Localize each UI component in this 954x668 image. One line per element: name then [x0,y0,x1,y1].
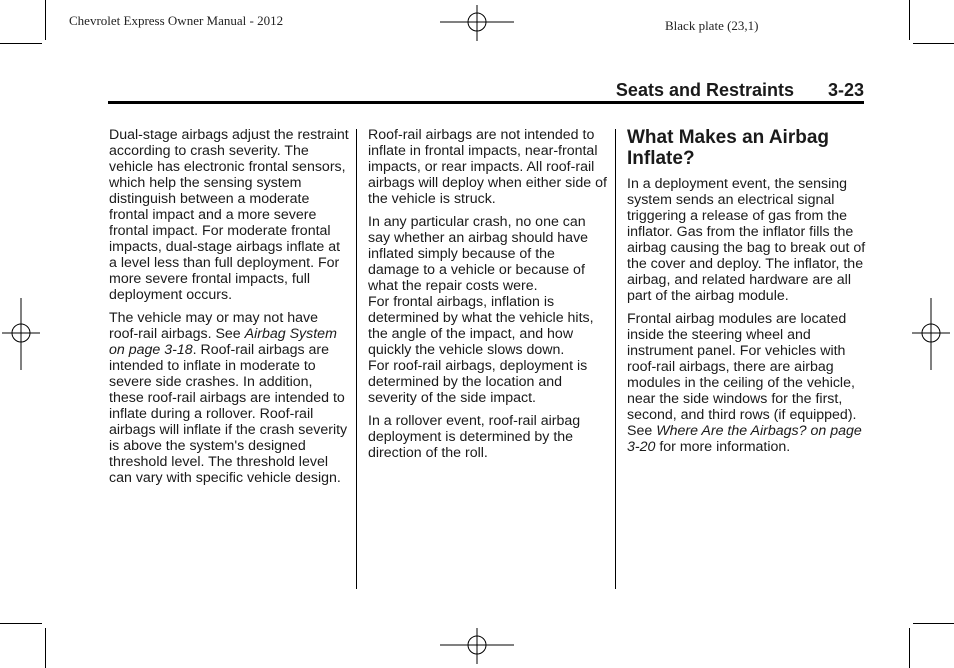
plate-number: Black plate (23,1) [665,18,759,33]
page-number: 3-23 [827,80,864,100]
paragraph: In a rollover event, roof-rail airbag deployment is determined by the direction of the roll. [368,413,581,461]
paragraph: Frontal airbag modules are located inside the steering wheel and instrument panel. For vehicles with roof-rail airbags, there are airbag modules in the ceiling of the vehicle, near the side windows for the first, second, and third rows (if equipped). See Where Are the Airbags? on page 3-20 for more information. [627,311,862,455]
column-2 [368,127,608,468]
paragraph: Roof-rail airbags are not intended to inflate in frontal impacts, near-frontal impacts, or rear impacts. All roof-rail airbags will deploy when either side of the vehicle is struck. [368,127,607,207]
paragraph: For roof-rail airbags, deployment is determined by the location and severity of the side impact. [368,358,588,406]
cross-reference-link[interactable]: Where Are the Airbags? on page 3-20 [627,423,862,455]
paragraph: The vehicle may or may not have roof-rail airbags. See Airbag System on page 3-18. Roof-rail airbags are intended to inflate in moderate to severe side crashes. In addition, these roof-rail airbags are intended to inflate during a rollover. Roof-rail airbags will inflate if the crash severity is above the system's designed threshold level. The threshold level can vary with specific vehicle design. [109,310,348,486]
cross-reference-link[interactable]: Airbag System on page 3-18 [109,326,337,358]
column-divider [615,129,616,589]
section-title: Seats and Restraints [615,80,794,100]
registration-mark-top-icon [440,5,514,41]
paragraph: Dual-stage airbags adjust the restraint according to crash severity. The vehicle has electronic frontal sensors, which help the sensing system distinguish between a moderate frontal impact and a more severe frontal impact. For moderate frontal impacts, dual-stage airbags inflate at a level less than full deployment. For more severe frontal impacts, full deployment occurs. [109,127,349,303]
column-divider [356,129,357,589]
registration-mark-left-icon [2,298,40,370]
column-1 [109,127,349,493]
section-heading: What Makes an Airbag Inflate? [627,127,830,169]
column-3 [627,127,867,462]
registration-mark-bottom-icon [440,628,514,664]
plate-title: Chevrolet Express Owner Manual - 2012 [69,13,284,28]
paragraph: In any particular crash, no one can say whether an airbag should have inflated simply because of the damage to a vehicle or because of what the repair costs were. [368,214,589,294]
paragraph: In a deployment event, the sensing system sends an electrical signal triggering a release of gas from the inflator. Gas from the inflator fills the airbag causing the bag to break out of the cover and deploy. The inflator, the airbag, and related hardware are all part of the airbag module. [627,176,866,304]
running-header [108,80,864,102]
paragraph: For frontal airbags, inflation is determined by what the vehicle hits, the angle of the impact, and how quickly the vehicle slows down. [368,294,594,358]
header-rule [108,101,864,104]
registration-mark-right-icon [912,298,950,370]
